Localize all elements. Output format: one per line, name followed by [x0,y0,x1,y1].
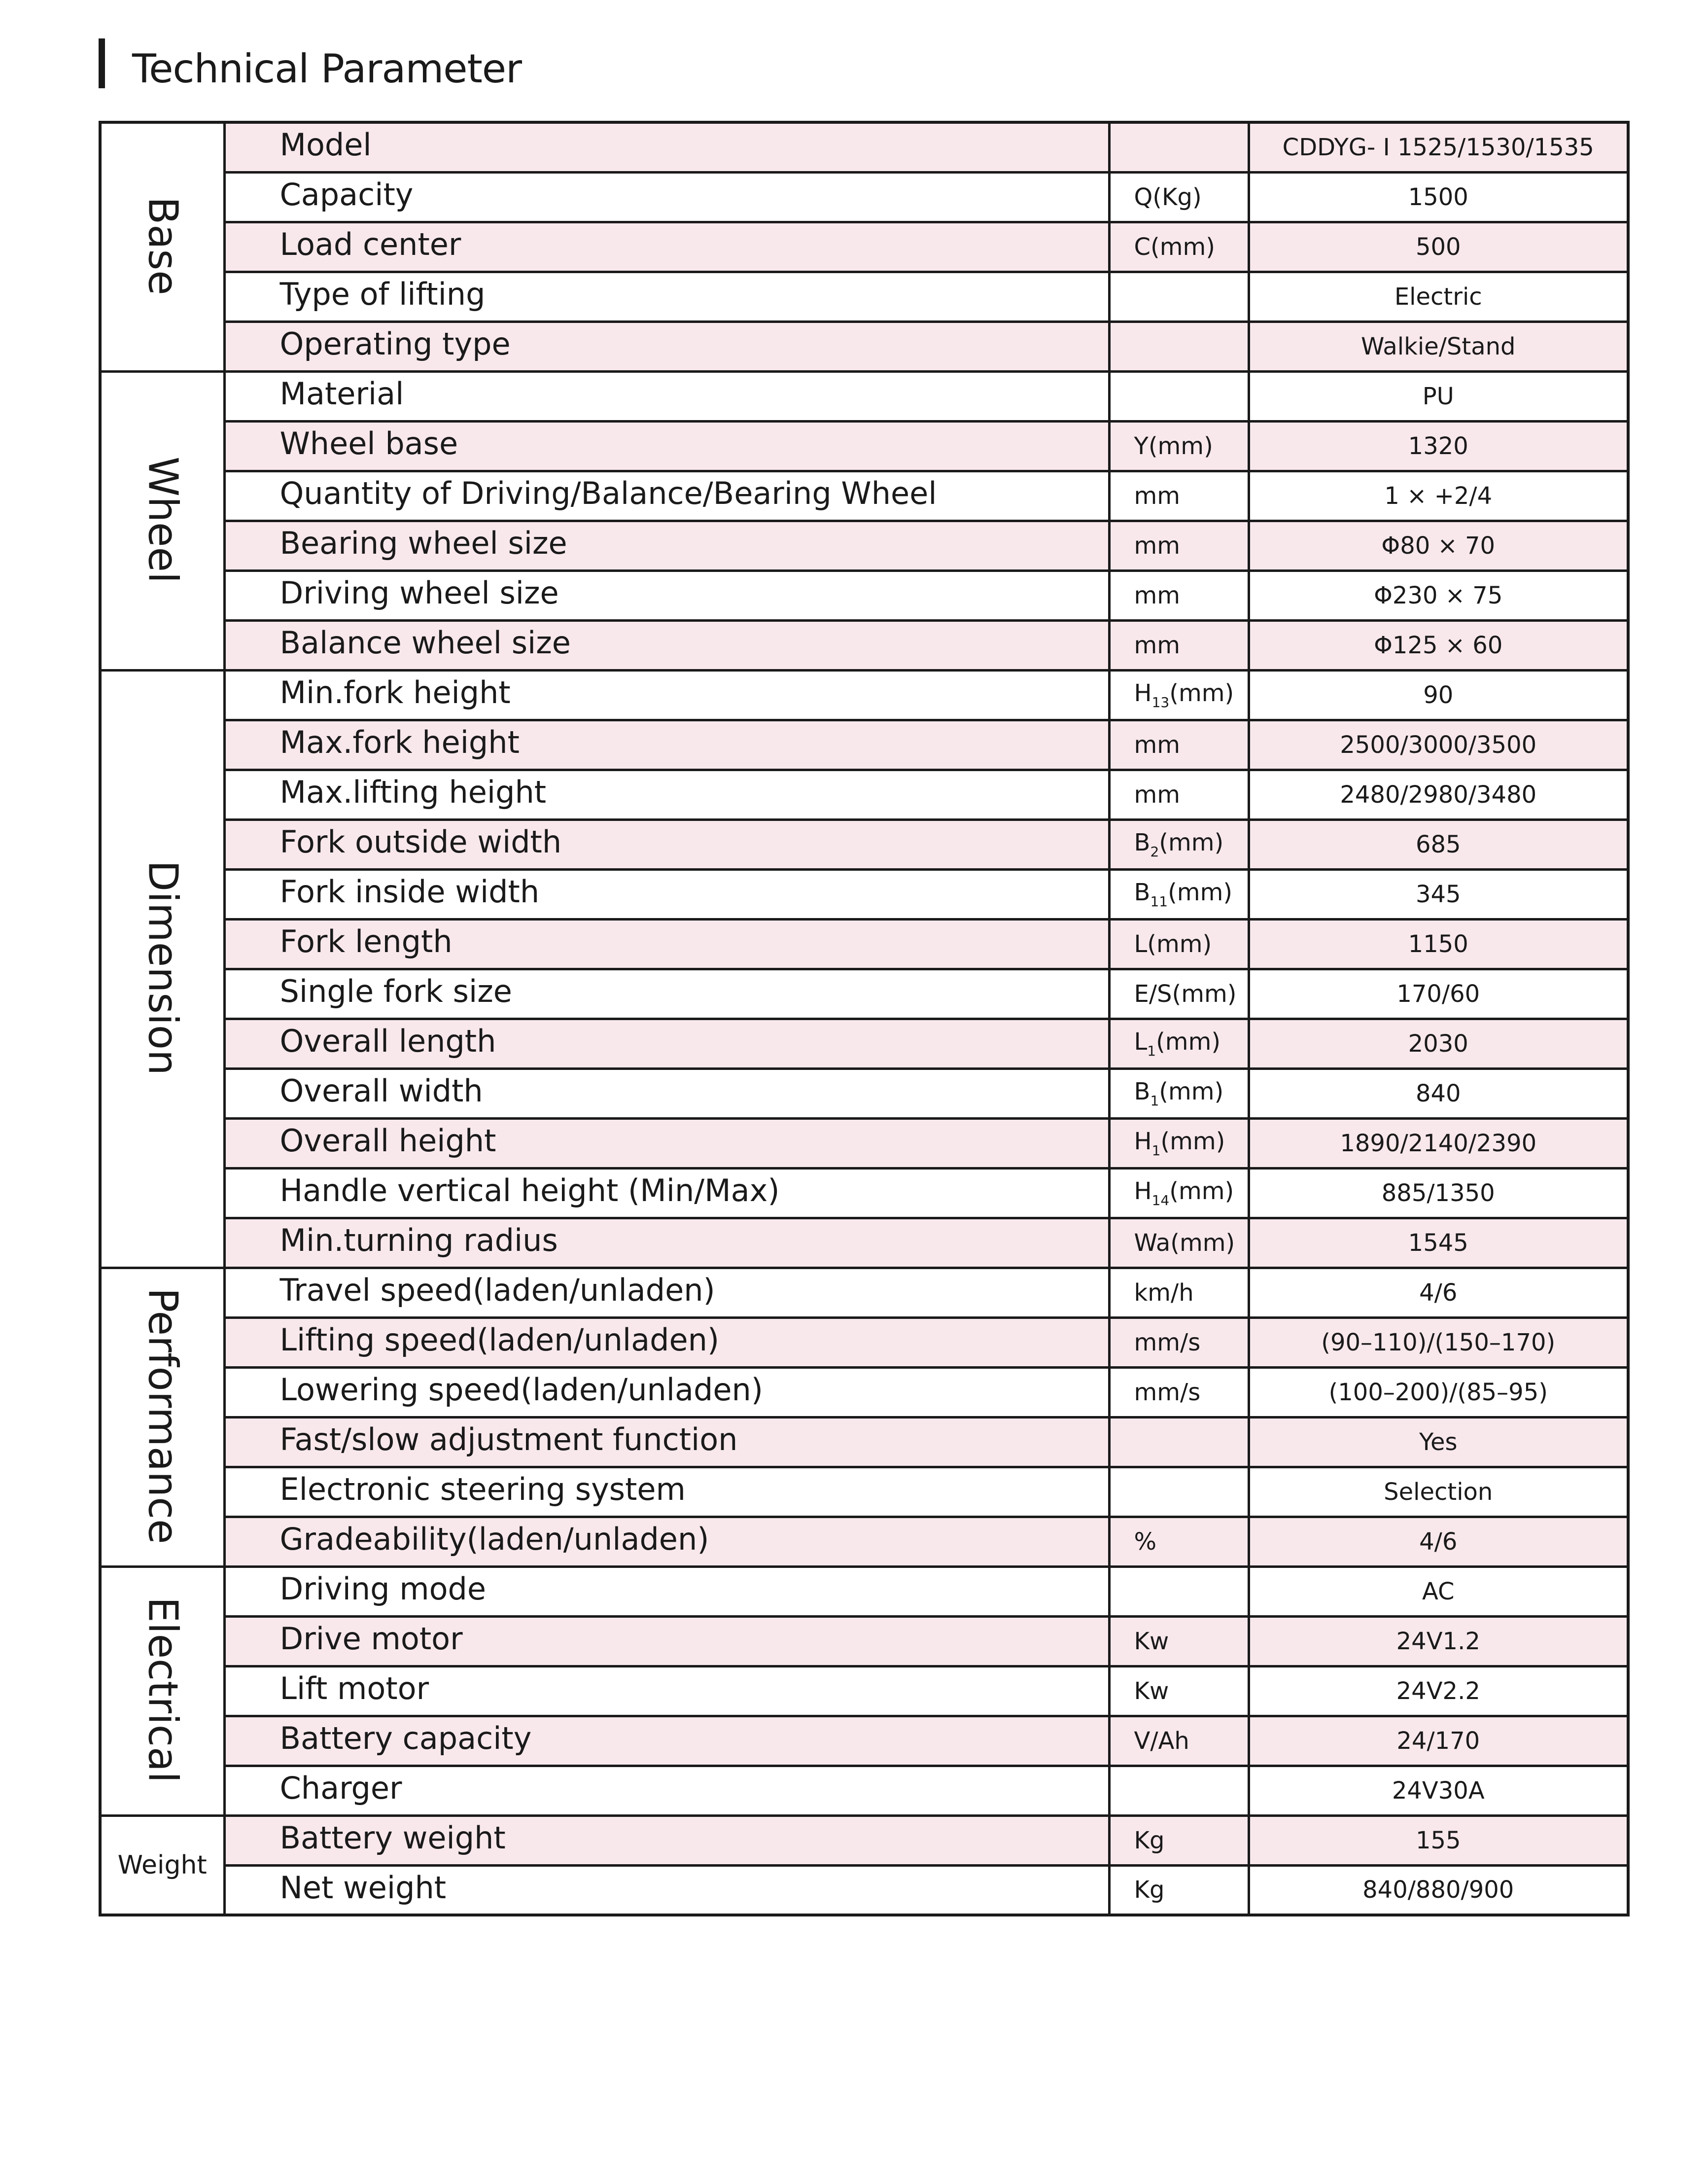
table-row [100,1019,1628,1068]
unit-subscript: 1 [1147,1043,1156,1059]
param-name-cell: Overall length [224,1019,1109,1068]
group-label: Weight [117,1850,207,1880]
table-row [100,620,1628,670]
unit-suffix: (mm) [1159,1078,1224,1105]
unit-symbol: mm/s [1134,1328,1201,1356]
table-row [100,521,1628,570]
group-label-cell [100,670,224,1268]
unit-symbol: mm [1134,731,1181,759]
unit-symbol: L(mm) [1134,930,1212,958]
value-cell: 840 [1249,1068,1628,1118]
table-row [100,969,1628,1019]
group-label: Performance [139,1288,186,1544]
unit-symbol: mm [1134,581,1181,609]
table-row [100,1168,1628,1218]
param-name-cell: Battery capacity [224,1716,1109,1766]
unit-cell [1109,720,1249,770]
value-cell: 685 [1249,819,1628,869]
value-cell: 885/1350 [1249,1168,1628,1218]
unit-cell [1109,222,1249,272]
table-row [100,1367,1628,1417]
unit-suffix: (mm) [1160,1128,1225,1155]
group-label-cell [100,371,224,670]
unit-cell [1109,1467,1249,1517]
value-cell: Yes [1249,1417,1628,1467]
unit-symbol: V/Ah [1134,1727,1189,1755]
unit-cell [1109,1367,1249,1417]
unit-symbol: mm [1134,780,1181,809]
table-row [100,172,1628,222]
unit-cell [1109,1865,1249,1915]
unit-cell [1109,1317,1249,1367]
technical-parameter-table [99,121,1630,1916]
value-cell: AC [1249,1566,1628,1616]
value-cell: 2030 [1249,1019,1628,1068]
table-row [100,421,1628,471]
param-name-cell: Fork outside width [224,819,1109,869]
group-label-cell [100,122,224,371]
value-cell: 155 [1249,1815,1628,1865]
table-row [100,1317,1628,1367]
value-cell: 24/170 [1249,1716,1628,1766]
page-title: Technical Parameter [132,46,522,92]
table-row [100,1517,1628,1566]
value-cell: 24V30A [1249,1766,1628,1815]
unit-cell [1109,819,1249,869]
table-row [100,1467,1628,1517]
value-cell: 1150 [1249,919,1628,969]
unit-cell [1109,1566,1249,1616]
unit-suffix: (mm) [1159,829,1224,856]
unit-cell [1109,869,1249,919]
unit-cell [1109,321,1249,371]
unit-cell [1109,421,1249,471]
param-name-cell: Max.fork height [224,720,1109,770]
unit-symbol: Q(Kg) [1134,183,1202,211]
param-name-cell: Fork length [224,919,1109,969]
table-row [100,1766,1628,1815]
unit-cell [1109,1766,1249,1815]
param-name-cell: Travel speed(laden/unladen) [224,1268,1109,1317]
table-row [100,1566,1628,1616]
unit-cell [1109,1218,1249,1268]
table-row [100,869,1628,919]
param-name-cell: Lowering speed(laden/unladen) [224,1367,1109,1417]
unit-cell [1109,570,1249,620]
unit-symbol: mm [1134,631,1181,659]
unit-cell [1109,1068,1249,1118]
unit-cell [1109,521,1249,570]
param-name-cell: Fast/slow adjustment function [224,1417,1109,1467]
value-cell: 1500 [1249,172,1628,222]
value-cell: 2480/2980/3480 [1249,770,1628,819]
unit-cell [1109,919,1249,969]
table-row [100,1068,1628,1118]
group-label-cell [100,1268,224,1566]
param-name-cell: Min.turning radius [224,1218,1109,1268]
table-row [100,1218,1628,1268]
param-name-cell: Max.lifting height [224,770,1109,819]
unit-cell [1109,1168,1249,1218]
table-row [100,272,1628,321]
unit-cell [1109,122,1249,172]
value-cell: (100–200)/(85–95) [1249,1367,1628,1417]
unit-cell [1109,1268,1249,1317]
unit-cell [1109,770,1249,819]
value-cell: Φ230 × 75 [1249,570,1628,620]
unit-cell [1109,1118,1249,1168]
param-name-cell: Overall width [224,1068,1109,1118]
table-row [100,819,1628,869]
unit-symbol: H [1134,1177,1152,1205]
unit-cell [1109,272,1249,321]
value-cell: 170/60 [1249,969,1628,1019]
table-row [100,1268,1628,1317]
title-accent-bar [99,38,105,88]
table-row [100,1417,1628,1467]
unit-symbol: E/S(mm) [1134,980,1237,1008]
param-name-cell: Lift motor [224,1666,1109,1716]
unit-suffix: (mm) [1169,679,1234,707]
unit-subscript: 1 [1150,1093,1159,1109]
value-cell: Walkie/Stand [1249,321,1628,371]
param-name-cell: Gradeability(laden/unladen) [224,1517,1109,1566]
unit-suffix: (mm) [1156,1028,1221,1056]
table-row [100,471,1628,521]
group-label: Electrical [139,1597,186,1783]
unit-symbol: Kg [1134,1876,1165,1904]
unit-symbol: H [1134,679,1152,707]
table-row [100,919,1628,969]
group-label: Wheel [139,456,186,583]
param-name-cell: Driving wheel size [224,570,1109,620]
param-name-cell: Electronic steering system [224,1467,1109,1517]
unit-suffix: (mm) [1168,879,1233,906]
unit-symbol: % [1134,1527,1157,1556]
param-name-cell: Type of lifting [224,272,1109,321]
param-name-cell: Lifting speed(laden/unladen) [224,1317,1109,1367]
unit-symbol: km/h [1134,1278,1194,1307]
value-cell: PU [1249,371,1628,421]
param-name-cell: Load center [224,222,1109,272]
unit-cell [1109,969,1249,1019]
unit-cell [1109,1417,1249,1467]
unit-cell [1109,471,1249,521]
table-row [100,770,1628,819]
table-row [100,1865,1628,1915]
unit-subscript: 2 [1150,844,1159,860]
value-cell: Selection [1249,1467,1628,1517]
unit-cell [1109,1019,1249,1068]
param-name-cell: Bearing wheel size [224,521,1109,570]
unit-cell [1109,620,1249,670]
value-cell: 24V2.2 [1249,1666,1628,1716]
unit-symbol: Kw [1134,1677,1169,1705]
table-body [100,122,1628,1915]
unit-subscript: 14 [1151,1192,1170,1208]
table-row [100,371,1628,421]
table-row [100,1118,1628,1168]
group-label-cell [100,1815,224,1915]
table-row [100,670,1628,720]
unit-symbol: Kw [1134,1627,1169,1655]
value-cell: 345 [1249,869,1628,919]
value-cell: 1320 [1249,421,1628,471]
value-cell: CDDYG- Ⅰ 1525/1530/1535 [1249,122,1628,172]
param-name-cell: Fork inside width [224,869,1109,919]
unit-symbol: Y(mm) [1134,432,1213,460]
table-row [100,222,1628,272]
group-label-cell [100,1566,224,1815]
table-row [100,321,1628,371]
value-cell: Φ125 × 60 [1249,620,1628,670]
unit-cell [1109,1517,1249,1566]
param-name-cell: Net weight [224,1865,1109,1915]
value-cell: Electric [1249,272,1628,321]
unit-subscript: 1 [1151,1142,1161,1159]
value-cell: 1545 [1249,1218,1628,1268]
group-label: Base [139,196,186,295]
table-row [100,1716,1628,1766]
unit-symbol: L [1134,1028,1148,1056]
param-name-cell: Battery weight [224,1815,1109,1865]
param-name-cell: Single fork size [224,969,1109,1019]
value-cell: 4/6 [1249,1268,1628,1317]
unit-cell [1109,670,1249,720]
table-row [100,570,1628,620]
param-name-cell: Quantity of Driving/Balance/Bearing Wheel [224,471,1109,521]
unit-subscript: 13 [1151,694,1170,710]
value-cell: 500 [1249,222,1628,272]
unit-cell [1109,1716,1249,1766]
unit-symbol: B [1134,879,1150,906]
param-name-cell: Overall height [224,1118,1109,1168]
param-name-cell: Drive motor [224,1616,1109,1666]
value-cell: 90 [1249,670,1628,720]
value-cell: 840/880/900 [1249,1865,1628,1915]
value-cell: (90–110)/(150–170) [1249,1317,1628,1367]
param-name-cell: Charger [224,1766,1109,1815]
param-name-cell: Model [224,122,1109,172]
unit-symbol: B [1134,1078,1150,1105]
unit-symbol: H [1134,1128,1152,1155]
value-cell: 2500/3000/3500 [1249,720,1628,770]
unit-symbol: Wa(mm) [1134,1229,1235,1257]
param-name-cell: Wheel base [224,421,1109,471]
value-cell: 24V1.2 [1249,1616,1628,1666]
param-name-cell: Handle vertical height (Min/Max) [224,1168,1109,1218]
value-cell: 4/6 [1249,1517,1628,1566]
value-cell: 1 × +2/4 [1249,471,1628,521]
table-row [100,1616,1628,1666]
unit-cell [1109,371,1249,421]
unit-symbol: mm [1134,482,1181,510]
value-cell: Φ80 × 70 [1249,521,1628,570]
param-name-cell: Min.fork height [224,670,1109,720]
param-name-cell: Operating type [224,321,1109,371]
group-label: Dimension [139,860,186,1075]
unit-subscript: 11 [1150,893,1168,910]
table-row [100,1815,1628,1865]
param-name-cell: Capacity [224,172,1109,222]
param-name-cell: Balance wheel size [224,620,1109,670]
value-cell: 1890/2140/2390 [1249,1118,1628,1168]
param-name-cell: Material [224,371,1109,421]
table-row [100,122,1628,172]
unit-suffix: (mm) [1169,1177,1234,1205]
unit-cell [1109,172,1249,222]
unit-cell [1109,1666,1249,1716]
table-row [100,1666,1628,1716]
unit-cell [1109,1616,1249,1666]
unit-symbol: C(mm) [1134,233,1215,261]
unit-symbol: Kg [1134,1826,1165,1854]
unit-symbol: B [1134,829,1150,856]
table-row [100,720,1628,770]
param-name-cell: Driving mode [224,1566,1109,1616]
unit-symbol: mm [1134,532,1181,560]
unit-cell [1109,1815,1249,1865]
unit-symbol: mm/s [1134,1378,1201,1406]
